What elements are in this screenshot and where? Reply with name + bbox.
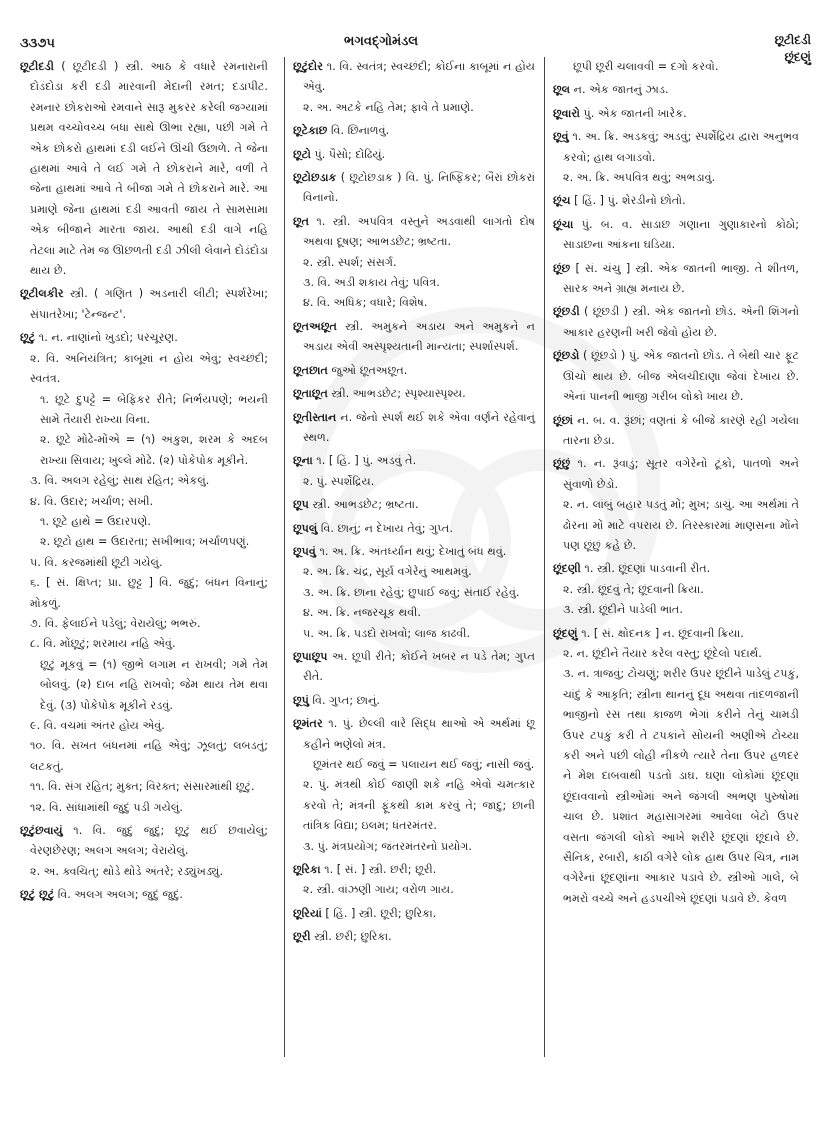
sense-line: ૨. વિ. અનિયંત્રિત; કાબૂમાં ન હોય એવું; સ્વચ્છંદી; સ્વતંત્ર.: [30, 351, 268, 386]
headword: છૂટુંછવાયું: [20, 824, 63, 838]
page-number: ૩૩૭૫: [20, 36, 55, 51]
dictionary-entry: [20, 57, 268, 281]
headword: છૂંચા: [553, 217, 574, 231]
entry-main: [553, 624, 799, 644]
definition-text: [ હિં. ] સ્ત્રી. છૂરી; છુરિકા.: [321, 906, 437, 920]
headword: છૂત: [293, 214, 310, 228]
dictionary-entry: [293, 168, 535, 209]
sense-line: ૨. પું. મંત્રથી કોઈ જાણી શકે નહિ એવો ચમત્કાર કરવો તે; મંત્રની ફૂંકથી કામ કરવું તે; જાદુ; છાની તાંત્રિક વિદ્યા; ઇલમ; ધંતરમંતર.: [303, 778, 535, 833]
sense-line: ૨. પું. સ્પર્શેંદ્રિય.: [303, 474, 375, 488]
sense-line: ૧૧. વિ. સંગ રહિત; મુક્ત; વિરક્ત; સંસારમાંથી છૂટું.: [30, 780, 255, 794]
definition-text: વિ. છિનાળવું.: [327, 124, 390, 138]
headword: છૂપવું: [293, 544, 316, 558]
headword: છૂરિયાં: [293, 906, 322, 920]
headword: છૂતઅછૂત: [293, 319, 337, 333]
headword: છૂપલું: [293, 521, 318, 535]
definition-text: પું. પૈસો; દોઢિયું.: [310, 147, 386, 161]
dictionary-entry: [293, 519, 535, 539]
dictionary-entry: [553, 302, 799, 343]
dictionary-entry: [20, 328, 268, 818]
sense-line: ૮. વિ. મોંછૂટું; શરમાય નહિ એવું.: [30, 637, 176, 651]
dictionary-entry: [293, 317, 535, 358]
entry-main: [553, 346, 799, 407]
dictionary-entry: [20, 885, 268, 905]
sense-line: ૨. સ્ત્રી. વાંઝણી ગાય; વરોળ ગાય.: [303, 883, 454, 897]
dictionary-entry: [293, 212, 535, 314]
entry-main: [553, 259, 799, 300]
sense-line: ૪. અ. ક્રિ. નજરચૂક થવી.: [303, 606, 421, 620]
dictionary-entry: [553, 259, 799, 300]
idiom-line: છૂપી છૂરી ચલાવવી = દગો કરવો.: [573, 60, 719, 73]
entry-main: [553, 191, 799, 211]
headword: છૂલ: [553, 83, 571, 97]
definition-text: ૧. વિ. જુદું જુદું; છૂટું થઈ છવાયેલું; વેરણછેરણ; અલગ અલગ; વેરાયેલું.: [30, 824, 268, 858]
definition-text: ( છૂટીદડી ) સ્ત્રી. આઠ કે વધારે રમનારાની દોડંદોડા કરી દડી મારવાની મેદાની રમત; દડાપીટ. રમનાર છોકરાઓ રમવાને સારૂ મુકરર કરેલી જગ્યામાં પ્રથમ વચ્ચોવચ્ચ બધા સાથે ઊભા રહ્યા, પછી ગમે તે એક છોકરો હાથમાં દડી લઈને ઊંચી ઉછાળે. તે જેના હાથમાં આવે તે લઈ ગમે તે છોકરાને મારે, વળી તે જેના હાથમાં આવે તે બીજા ગમે તે છોકરાને મારે. આ પ્રમાણે જેના હાથમાં દડી આવતી જાય તે સામસામા એક બીજાને મારતા જાય. આથી દડી વાગે નહિ તેટલા માટે તેમ જ ઊછળતી દડી ઝીલી લેવાને દોડંદોડા થાય છે.: [30, 60, 268, 278]
entry-main: [553, 302, 799, 343]
entry-main: [293, 145, 535, 165]
definition-text: પું. બ. વ. સાડાછ ગણાના ગુણાકારનો કોઠો; સાડાછના આંકના ઘડિયા.: [563, 217, 799, 252]
headword: છૂરિકા: [293, 863, 321, 877]
definition-text: વિ. ગુપ્ત; છાનું.: [308, 693, 380, 707]
dictionary-entry: [553, 80, 799, 100]
dictionary-entry: [293, 145, 535, 165]
dictionary-entry: [293, 121, 535, 141]
headword: છૂતાછૂત: [293, 387, 328, 401]
headword: છૂંદણી: [553, 562, 581, 576]
sense-line: ૩. વિ. અલગ રહેલું; સાથ રહિત; એકલું.: [30, 474, 210, 488]
headword: છૂરી: [293, 930, 311, 944]
definition-text: સ્ત્રી. છરી; છુરિકા.: [310, 930, 392, 944]
dictionary-entry: [553, 57, 799, 77]
entry-main: [293, 361, 535, 381]
headword: છૂપ: [293, 498, 309, 512]
sense-line: ૩. અ. ક્રિ. છાના રહેવું; છુપાઈ જવું; સંતાઈ રહેવું.: [303, 585, 520, 599]
definition-text: વિ. છાનું; ન દેખાય તેવું; ગુપ્ત.: [317, 521, 453, 535]
entry-main: [20, 57, 268, 281]
entry-main: [293, 121, 535, 141]
dictionary-entry: [293, 860, 535, 901]
dictionary-entry: [293, 714, 535, 857]
definition-text: [ હિં. ] પું. શેરડીનો છોતો.: [570, 194, 686, 208]
sense-line: ૨. ન. લાંબું બહાર પડતું મોં; મુખ; ડાચું. આ અર્થમાં તે ઢોરના મોં માટે વપરાય છે. તિરસ્કારમાં માણસના મોંને પણ છૂંછું કહે છે.: [563, 498, 799, 552]
sense-line: ૩. પું. મંત્રપ્રયોગ; જંતરમંતરનો પ્રયોગ.: [303, 839, 472, 853]
dictionary-entry: [20, 821, 268, 882]
definition-text: અ. છૂપી રીતે; કોઈને ખબર ન પડે તેમ; ગુપ્ત રીતે.: [303, 649, 535, 684]
entry-main: [293, 451, 535, 471]
sense-line: ૩. ન. ત્રાજવું; ટોચણું; શરીર ઉપર છૂંદીને પાડેલું ટપકું, ચાંદું કે આકૃતિ; સ્ત્રીના થાનનું દૂધ અથવા તાંદળજાની ભાજીનો રસ તથા કાજળ ભેગાં કરીને તેનું ચામડી ઉપર ટપકું કરી તે ટપકાંને સોયની અણીએ ટોચ્યા કરી અને પછી લોહી નીકળે ત્યારે તેના ઉપર હળદર ને મેશ દાબવાથી પડતો ડાઘ. ઘણા લોકોમાં છૂંદણાં છૂંદાવવાનો સ્ત્રીઓમાં અને જંગલી અભણ પુરુષોમાં ચાલ છે. પ્રશાંત મહાસાગરમાં આવેલા બેટો ઉપર વસતા જંગલી લોકો આખે શરીરે છૂંદણાં છૂંદાવે છે. સૈનિક, રબારી, કાઠી વગેરે લોક હાથ ઉપર ચિત્ર, નામ વગેરેનાં છૂંદણાંના આકાર પડાવે છે. સ્ત્રીઓ ગાલે, બે ભમરો વચ્ચે અને હડપચીએ છૂંદણાં પડાવે છે. કેવળ: [563, 667, 799, 905]
headword: છૂટુંદોર: [293, 60, 323, 73]
idiom-line: ૨. છૂટો હાથ = ઉદારતા; સખીભાવ; ખર્ચાળપણું.: [40, 535, 250, 549]
headword: છૂપું: [293, 693, 309, 707]
idiom-line: છૂમંતર થઈ જવું = પલાયન થઈ જવું; નાસી જવું.: [313, 758, 535, 771]
sense-line: ૨. અ. ક્વચિત્; થોડે થોડે અંતરે; રડ્યુંખડ્યું.: [30, 864, 224, 878]
entry-main: [20, 821, 268, 862]
sense-line: ૬. [ સં. ક્ષિપ્ત; પ્રા. છુટ્ટ ] વિ. જુદું; બંધન વિનાનું; મોકળું.: [30, 576, 268, 610]
definition-text: ૧. સ્ત્રી. અપવિત્ર વસ્તુને અડવાથી લાગતો દોષ અથવા દૂષણ; આભડછેટ; ભ્રષ્ટતા.: [303, 214, 535, 249]
definition-text: ૧. સ્ત્રી. છૂંદણાં પાડવાની રીત.: [580, 562, 711, 576]
entry-main: [553, 411, 799, 452]
entry-main: [293, 57, 535, 98]
definition-text: સ્ત્રી. આભડછેટ; ભ્રષ્ટતા.: [308, 498, 419, 512]
dictionary-entry: [293, 927, 535, 947]
headword: છૂવારો: [553, 106, 580, 120]
sense-line: ૪. વિ. અધિક; વધારે; વિશેષ.: [303, 296, 428, 310]
definition-text: જુઓ છૂતઅછૂત.: [327, 363, 408, 377]
column-1: [20, 57, 268, 909]
idiom-line: ૧. છૂટે હાથે = ઉદારપણે.: [40, 514, 151, 528]
definition-text: ( છૂટોછડાક ) વિ. પું. નિષ્ફિકર; બૈરાં છોકરાં વિનાનો.: [303, 171, 535, 205]
dictionary-entry: [553, 624, 799, 910]
definition-text: ( છૂંછડી ) સ્ત્રી. એક જાતનો છોડ. એની શિંગનો આકાર હરણની ખરી જેવો હોય છે.: [563, 305, 799, 339]
definition-text: સ્ત્રી. આભડછેટ; સ્પૃશ્યાસ્પૃશ્ય.: [327, 387, 466, 401]
sense-line: ૧૦. વિ. સખત બંધનમાં નહિ એવું; ઝૂલતું; લબડતું; લટકતું.: [30, 739, 268, 773]
headword: છૂટેકાછ: [293, 124, 328, 138]
headword: છૂટીલકીર: [20, 287, 64, 301]
headword: છૂતીસ્તાન: [293, 410, 337, 424]
entry-main: [293, 212, 535, 253]
definition-text: ન. જેનો સ્પર્શ થઈ શકે એવા વર્ણને રહેવાનું સ્થળ.: [303, 410, 535, 444]
entry-main: [553, 80, 799, 100]
sense-line: ૧૨. વિ. સાંધામાંથી જુદું પડી ગયેલું.: [30, 800, 183, 814]
entry-main: [293, 519, 535, 539]
dictionary-entry: [293, 451, 535, 492]
dictionary-entry: [293, 384, 535, 404]
headword: છૂંદણું: [553, 626, 578, 640]
dictionary-entry: [553, 346, 799, 407]
sense-line: ૩. સ્ત્રી. છૂંદીને પાડેલી ભાત.: [563, 603, 683, 617]
guide-word-first: છૂટીદડી: [774, 33, 811, 47]
entry-main: [293, 317, 535, 358]
sense-line: ૨. અ. ક્રિ. અપવિત્ર થવું; અભડાવું.: [563, 171, 716, 185]
headword: છૂંછ: [553, 261, 571, 275]
definition-text: ન. એક જાતનું ઝાડ.: [570, 83, 669, 97]
column-3: [544, 57, 799, 1057]
headword: છૂંછડી: [553, 305, 580, 319]
headword: છૂંછડો: [553, 349, 580, 363]
dictionary-entry: [553, 191, 799, 211]
dictionary-entry: [553, 411, 799, 452]
dictionary-entry: [293, 647, 535, 688]
dictionary-entry: [553, 454, 799, 556]
definition-text: ૧. પું. છેલ્લી વારે સિદ્ધ થાઓ એ અર્થમાં છૂ કહીને ભણેલો મંત્ર.: [303, 717, 535, 751]
definition-text: ૧. [ સં. ક્ષોદનક ] ન. છૂંદવાની ક્રિયા.: [577, 626, 744, 640]
definition-text: ૧. ન. નાણાંનો ખુડદો; પરચૂરણ.: [35, 331, 178, 345]
sense-line: ૯. વિ. વચમાં અંતર હોય એવું.: [30, 719, 165, 732]
entry-main: [553, 454, 799, 495]
dictionary-entry: [293, 904, 535, 924]
entry-main: [20, 328, 268, 348]
headword: છૂમંતર: [293, 717, 323, 731]
headword: છૂટીદડી: [20, 60, 54, 73]
dictionary-entry: [553, 559, 799, 620]
dictionary-entry: [293, 408, 535, 449]
definition-text: ૧. અ. ક્રિ. અંતર્ધ્યાન થવું; દેખાતું બંધ થવું.: [315, 544, 507, 558]
idiom-line: છૂટું મૂકવું = (૧) જીભે લગામ ન રાખવી; ગમે તેમ બોલવું. (૨) દાબ નહિ રાખવો; જેમ થાય તેમ થવા દેવું. (૩) પોકેપોક મૂકીને રડવું.: [40, 657, 268, 712]
definition-text: ( છૂંછડો ) પું. એક જાતનો છોડ. તે બેથી ચાર ફૂટ ઊંચો થાય છે. બીજ એલચીદાણા જેવાં દેખાય છે. એનાં પાનની ભાજી ગરીબ લોકો ખાય છે.: [563, 349, 799, 404]
entry-main: [293, 860, 535, 880]
definition-text: [ સં. ચંચુ ] સ્ત્રી. એક જાતની ભાજી. તે શીતળ, સારક અને ગ્રાહ્ય મનાય છે.: [563, 261, 799, 296]
headword: છૂટોછડાક: [293, 171, 337, 185]
dictionary-entry: [553, 104, 799, 124]
definition-text: ૧. વિ. સ્વતંત્ર; સ્વચ્છંદી; કોઈના કાબૂમાં ન હોય એવું.: [303, 60, 535, 94]
headword: છૂંછાં: [553, 413, 574, 427]
definition-text: ૧. અ. ક્રિ. અડકવું; અડવું; સ્પર્શેંદ્રિય દ્વારા અનુભવ કરવો; હાથ લગાડવો.: [563, 130, 799, 164]
headword: છૂટું છૂટું: [20, 888, 55, 902]
idiom-line: ૧. છૂટે દુપટ્ટે = બેફિકર રીતે; નિર્ભયપણે; ભયની સામે તૈયારી રાખ્યા વિના.: [40, 392, 268, 426]
entry-main: [293, 904, 535, 924]
definition-text: ૧. [ હિં. ] પું. અડવું તે.: [312, 454, 417, 468]
dictionary-entry: [293, 361, 535, 381]
entry-main: [293, 408, 535, 449]
dictionary-entry: [293, 57, 535, 118]
headword: છૂવું: [553, 130, 569, 144]
sense-line: ૫. વિ. કરજમાંથી છૂટી ગયેલું.: [30, 555, 163, 569]
headword: છૂતછાત: [293, 363, 328, 377]
headword: છૂંછું: [553, 457, 571, 471]
sense-line: ૪. વિ. ઉદાર; ખર્ચાળ; સખી.: [30, 494, 154, 508]
entry-main: [293, 542, 535, 562]
dictionary-entry: [293, 495, 535, 515]
definition-text: સ્ત્રી. અમુકને અડાય અને અમુકને ન અડાય એવી અસ્પૃશ્યતાની માન્યતા; સ્પર્શાસ્પર્શ.: [303, 319, 535, 354]
entry-main: [293, 691, 535, 711]
entry-main: [553, 104, 799, 124]
headword: છૂના: [293, 454, 313, 468]
definition-text: વિ. અલગ અલગ; જુદું જુદું.: [54, 888, 183, 902]
definition-text: ન. બ. વ. રૂંછાં; વણતાં કે બીજે કારણે રહી ગયેલા તારના છેડા.: [563, 413, 799, 447]
entry-main: [293, 168, 535, 209]
sense-line: ૨. સ્ત્રી. છૂંદવું તે; છૂંદવાની ક્રિયા.: [563, 582, 704, 596]
column-2: [284, 57, 535, 1057]
entry-main: [293, 384, 535, 404]
headword: છૂપાછૂપ: [293, 649, 328, 663]
dictionary-entry: [553, 127, 799, 188]
entry-main: [293, 647, 535, 688]
dictionary-entry: [293, 691, 535, 711]
sense-line: ૭. વિ. ફેલાઈને પડેલું; વેરાયેલું; ભભરું.: [30, 616, 201, 630]
entry-main: [20, 284, 268, 325]
definition-text: ૧. ન. રૂંવાડું; સૂતર વગેરેનો ટૂંકો, પાતળો અને સુંવાળો છેડો.: [563, 457, 799, 491]
sense-line: ૨. સ્ત્રી. સ્પર્શ; સંસર્ગ.: [303, 255, 397, 269]
headword: છૂંચ: [553, 194, 571, 208]
dictionary-entry: [20, 284, 268, 325]
idiom-line: ૨. છૂટે મોઢે-મોંએ = (૧) અંકુશ, શરમ કે અદબ રાખ્યા સિવાય; ખુલ્લે મોઢે. (૨) પોકેપોક મૂકીને.: [40, 433, 268, 467]
sense-line: ૩. વિ. અડી શકાય તેવું; પવિત્ર.: [303, 276, 440, 290]
headword: છૂટું: [20, 331, 36, 345]
entry-main: [553, 559, 799, 579]
entry-main: [293, 714, 535, 755]
sense-line: ૨. ન. છૂંદીને તૈયાર કરેલ વસ્તુ; છૂંદેલો પદાર્થ.: [563, 646, 762, 660]
entry-main: [553, 127, 799, 168]
entry-main: [293, 495, 535, 515]
dictionary-entry: [293, 542, 535, 644]
entry-main: [20, 885, 268, 905]
book-title: ભગવદ્ગોમંડલ: [344, 34, 419, 49]
dictionary-entry: [553, 215, 799, 256]
sense-line: ૨. અ. અટકે નહિ તેમ; ફાવે તે પ્રમાણે.: [303, 100, 474, 114]
definition-text: પું. એક જાતની ખારેક.: [579, 106, 687, 120]
sense-line: ૫. અ. ક્રિ. પડદો રાખવો; લાજ કાઢવી.: [303, 626, 471, 640]
entry-main: [553, 215, 799, 256]
headword: છૂટો: [293, 147, 311, 161]
definition-text: ૧. [ સં. ] સ્ત્રી. છરી; છૂરી.: [320, 863, 437, 877]
entry-main: [293, 927, 535, 947]
sense-line: ૨. અ. ક્રિ. ચંદ્ર, સૂર્ય વગેરેનું આથમવું.: [303, 565, 472, 579]
definition-text: સ્ત્રી. ( ગણિત ) અડનારી લીટી; સ્પર્શરેખા; સંપાતરેખા; 'ટેન્જન્ટ'.: [30, 287, 268, 321]
guide-word-last: છૂંદણું: [784, 50, 811, 64]
